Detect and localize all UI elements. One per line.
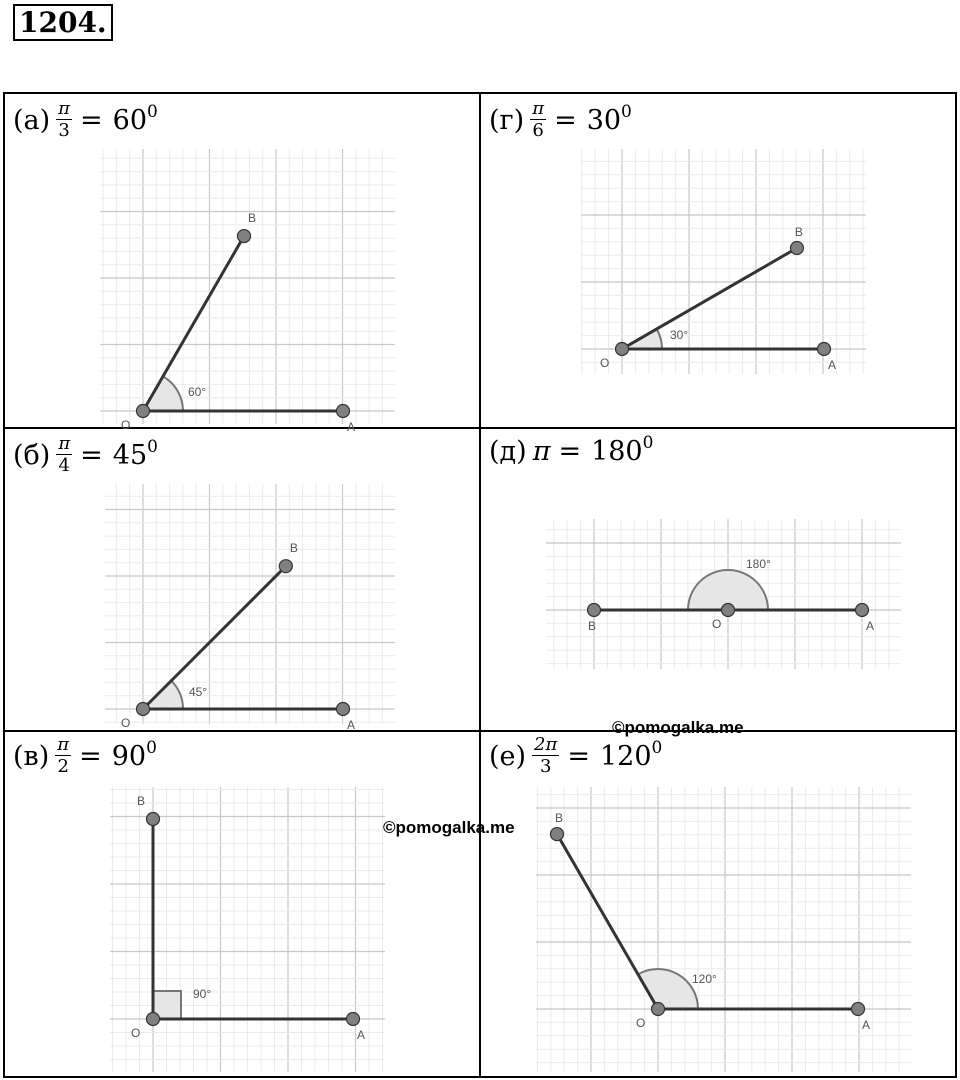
degree-value: $120^0$ <box>599 738 663 772</box>
degree-value: $180^0$ <box>591 433 654 467</box>
cell-b <box>5 429 479 730</box>
fraction-numerator: π <box>57 734 70 755</box>
label-o: O <box>636 1016 646 1030</box>
label-a: A <box>866 619 875 633</box>
label-o: O <box>121 418 131 432</box>
point-b <box>147 813 160 826</box>
caption-e <box>489 736 662 776</box>
caption-letter: (д) <box>489 435 527 467</box>
label-b: B <box>289 541 298 556</box>
angle-figure-d <box>546 519 901 669</box>
angle-value-label: 30° <box>670 328 689 342</box>
label-o: O <box>600 356 610 370</box>
label-o: O <box>121 716 131 730</box>
cell-d <box>481 429 955 730</box>
ray-ob <box>143 566 286 709</box>
equals-sign: = <box>80 439 103 471</box>
caption-letter: (б) <box>13 439 51 471</box>
angle-figure-g <box>581 149 866 374</box>
answer-table <box>3 92 957 1078</box>
point-a <box>337 405 350 418</box>
equals-sign: = <box>567 740 590 772</box>
fraction-numerator: π <box>58 433 71 454</box>
caption-letter: (е) <box>489 740 527 772</box>
watermark-text: ©pomogalka.me <box>612 718 744 737</box>
label-b: B <box>555 811 564 826</box>
watermark-text: ©pomogalka.me <box>383 818 515 837</box>
angle-figure-e <box>536 787 911 1072</box>
angle-sector <box>143 376 183 411</box>
caption-a <box>13 100 158 140</box>
fraction-numerator: π <box>58 98 71 119</box>
table-border-right <box>955 92 957 1078</box>
fraction-denominator: 2 <box>57 756 69 777</box>
fraction-denominator: 3 <box>58 120 70 141</box>
label-b: B <box>794 225 803 239</box>
angle-value-label: 45° <box>189 685 208 699</box>
fraction-numerator: 2π <box>534 734 558 755</box>
label-b: B <box>137 794 146 808</box>
degree-value: $30^0$ <box>586 102 632 136</box>
caption-letter: (г) <box>489 104 525 136</box>
cell-e <box>481 732 955 1076</box>
point-o <box>722 604 735 617</box>
fraction <box>532 736 559 776</box>
fraction <box>55 736 71 776</box>
label-b: B <box>248 211 257 226</box>
angle-value-label: 60° <box>188 385 207 399</box>
cell-g <box>481 94 955 427</box>
point-o <box>147 1013 160 1026</box>
ray-ob <box>557 834 658 1009</box>
point-o <box>616 343 629 356</box>
equals-sign: = <box>558 435 582 467</box>
caption-letter: (а) <box>13 104 51 136</box>
angle-value-label: 180° <box>746 557 771 571</box>
label-a: A <box>862 1018 871 1032</box>
pi-symbol: π <box>532 435 551 467</box>
caption-g <box>489 100 632 140</box>
angle-value-label: 90° <box>193 987 212 1001</box>
fraction-denominator: 4 <box>58 455 70 476</box>
label-o: O <box>712 617 722 631</box>
label-o: O <box>131 1026 141 1040</box>
point-b <box>279 560 292 573</box>
caption-v <box>13 736 157 776</box>
problem-number: 1204. <box>13 4 113 41</box>
fraction-denominator: 6 <box>532 120 544 141</box>
point-a <box>852 1003 865 1016</box>
caption-b <box>13 435 158 475</box>
point-a <box>337 703 350 716</box>
fraction <box>530 100 546 140</box>
angle-figure-v <box>110 787 385 1072</box>
angle-figure-a <box>100 149 395 434</box>
label-b: B <box>588 619 597 633</box>
point-b <box>551 828 564 841</box>
fraction <box>56 435 72 475</box>
angle-value-label: 120° <box>692 972 717 986</box>
label-a: A <box>828 358 837 372</box>
angle-figure-b <box>105 484 395 732</box>
fraction-numerator: π <box>532 98 545 119</box>
fraction <box>56 100 72 140</box>
cell-v <box>5 732 479 1076</box>
point-o <box>137 703 150 716</box>
point-o <box>652 1003 665 1016</box>
equals-sign: = <box>80 104 103 136</box>
point-b <box>238 230 251 243</box>
point-a <box>856 604 869 617</box>
equals-sign: = <box>79 740 102 772</box>
point-a <box>347 1013 360 1026</box>
point-b <box>790 242 803 255</box>
caption-letter: (в) <box>13 740 50 772</box>
point-a <box>818 343 831 356</box>
ray-ob <box>622 248 797 349</box>
equals-sign: = <box>554 104 577 136</box>
label-a: A <box>347 718 356 732</box>
fraction-denominator: 3 <box>539 756 552 777</box>
caption-d <box>489 435 653 467</box>
degree-value: $45^0$ <box>112 437 158 471</box>
label-a: A <box>347 420 356 434</box>
degree-value: $60^0$ <box>112 102 158 136</box>
degree-value: $90^0$ <box>111 738 157 772</box>
point-o <box>137 405 150 418</box>
point-b <box>588 604 601 617</box>
cell-a <box>5 94 479 434</box>
label-a: A <box>357 1028 366 1042</box>
